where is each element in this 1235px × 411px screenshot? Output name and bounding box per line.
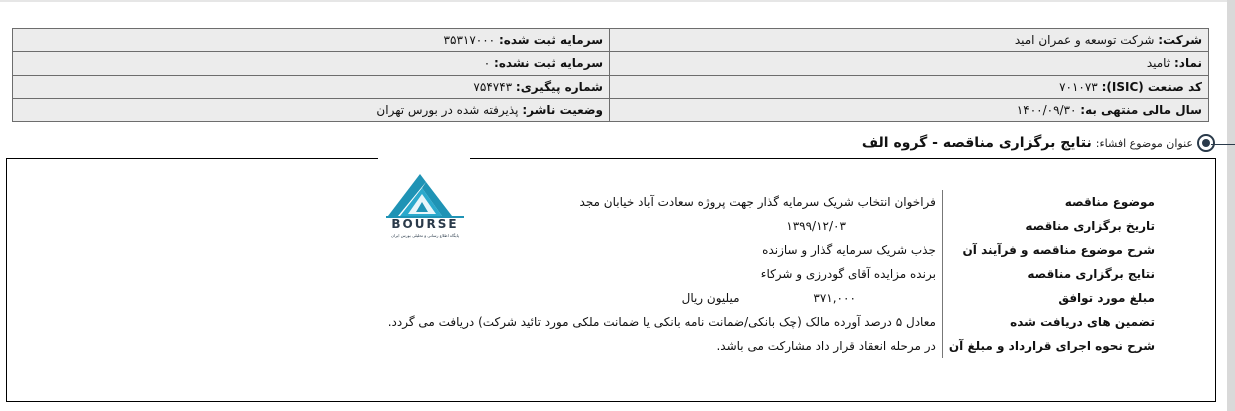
status-value: پذیرفته شده در بورس تهران xyxy=(376,102,519,117)
registered-capital-value: ۳۵۳۱۷۰۰۰ xyxy=(443,33,496,48)
tracking-cell xyxy=(13,75,610,98)
fiscal-value: ۱۴۰۰/۰۹/۳۰ xyxy=(1016,102,1077,117)
target-icon xyxy=(1197,134,1215,152)
detail-value: جذب شریک سرمایه گذار و سازنده xyxy=(762,243,936,257)
details-row xyxy=(384,334,1159,358)
details-row xyxy=(384,238,1159,262)
registered-capital-cell xyxy=(13,29,610,52)
status-cell xyxy=(13,98,610,121)
info-row xyxy=(13,52,1209,75)
tracking-value: ۷۵۴۷۴۳ xyxy=(473,79,513,94)
company-value: شرکت توسعه و عمران امید xyxy=(1014,33,1155,48)
detail-value: در مرحله انعقاد قرار داد مشارکت می باشد. xyxy=(716,339,936,353)
unregistered-capital-value: ۰ xyxy=(483,56,491,71)
info-row xyxy=(13,29,1209,52)
detail-key: تاریخ برگزاری مناقصه xyxy=(942,214,1159,238)
detail-value: فراخوان انتخاب شریک سرمایه گذار جهت پروژه سعادت آباد خیابان مجد xyxy=(579,195,936,209)
fiscal-cell xyxy=(610,98,1209,121)
unregistered-capital-cell xyxy=(13,52,610,75)
company-cell xyxy=(610,29,1209,52)
detail-key: نتایج برگزاری مناقصه xyxy=(942,262,1159,286)
panel-border-gap xyxy=(378,157,470,161)
detail-value: معادل ۵ درصد آورده مالک (چک بانکی/ضمانت نامه بانکی یا ضمانت ملکی مورد تائید شرکت) دریافت می گردد. xyxy=(387,315,936,329)
info-row xyxy=(13,75,1209,98)
unregistered-capital-label: سرمایه ثبت نشده: xyxy=(494,56,603,71)
status-label: وضعیت ناشر: xyxy=(522,102,603,117)
detail-key: شرح نحوه اجرای قرارداد و مبلغ آن xyxy=(942,334,1159,358)
scrollbar-track[interactable] xyxy=(1227,0,1235,411)
disclosure-subject xyxy=(862,132,1215,154)
tender-details-table xyxy=(384,190,1159,358)
isic-value: ۷۰۱۰۷۳ xyxy=(1059,79,1098,94)
logo-text: BOURSE xyxy=(391,217,459,231)
logo-subtext: پایگاه اطلاع رسانی و تحلیلی بورس ایران xyxy=(391,233,459,238)
subject-title: نتایج برگزاری مناقصه - گروه الف xyxy=(861,135,1092,151)
details-row xyxy=(384,214,1159,238)
details-row xyxy=(384,286,1159,310)
isic-label: کد صنعت (ISIC): xyxy=(1101,79,1202,94)
detail-key: مبلغ مورد توافق xyxy=(942,286,1159,310)
company-label: شرکت: xyxy=(1158,33,1202,48)
fiscal-label: سال مالی منتهی به: xyxy=(1080,102,1202,117)
detail-key: تضمین های دریافت شده xyxy=(942,310,1159,334)
detail-key: موضوع مناقصه xyxy=(942,190,1159,214)
agreed-amount: ۳۷۱,۰۰۰ xyxy=(813,291,856,305)
info-row xyxy=(13,98,1209,121)
detail-value: برنده مزایده آقای گودرزی و شرکاء xyxy=(760,267,936,281)
details-row xyxy=(384,310,1159,334)
symbol-cell xyxy=(610,52,1209,75)
detail-value xyxy=(384,214,943,238)
company-info-table xyxy=(12,28,1209,122)
isic-cell xyxy=(610,75,1209,98)
symbol-label: نماد: xyxy=(1173,56,1202,71)
subject-label: عنوان موضوع افشاء: xyxy=(1095,136,1193,150)
details-row xyxy=(384,262,1159,286)
amount-unit: میلیون ریال xyxy=(681,291,740,305)
details-row xyxy=(384,190,1159,214)
top-divider xyxy=(0,0,1235,2)
tracking-label: شماره پیگیری: xyxy=(515,79,603,94)
detail-value xyxy=(384,286,943,310)
symbol-value: ثامید xyxy=(1146,56,1171,71)
tender-date: ۱۳۹۹/۱۲/۰۳ xyxy=(786,219,846,233)
detail-key: شرح موضوع مناقصه و فرآیند آن xyxy=(942,238,1159,262)
registered-capital-label: سرمایه ثبت شده: xyxy=(498,33,603,48)
